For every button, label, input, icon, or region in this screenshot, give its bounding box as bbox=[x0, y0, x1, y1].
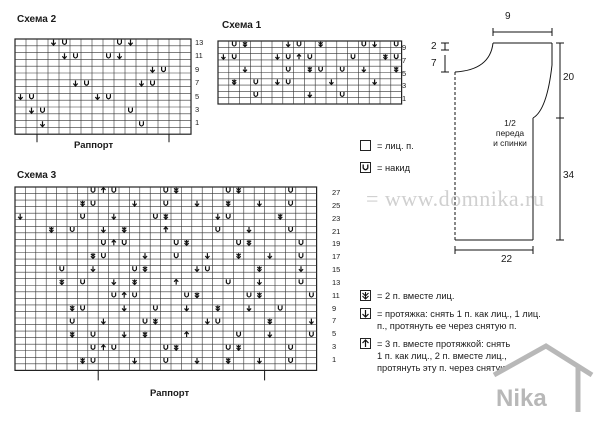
legend-text: = 3 п. вместе протяжкой: снять 1 п. как лиц., 2 п. вместе лиц., протянуть эту п. через снятую bbox=[377, 339, 511, 373]
double-decrease-icon bbox=[185, 332, 189, 337]
k2tog-icon bbox=[394, 67, 398, 72]
ssk-icon bbox=[247, 306, 251, 311]
k2tog-icon bbox=[308, 67, 312, 72]
ssk-icon bbox=[373, 42, 377, 47]
ssk-icon bbox=[373, 79, 377, 84]
ssk-icon bbox=[112, 214, 116, 219]
yarn-over-icon bbox=[151, 80, 155, 85]
k2tog-icon bbox=[257, 292, 261, 297]
row-number: 21 bbox=[332, 226, 341, 236]
row-number: 19 bbox=[332, 239, 341, 249]
k2tog-icon bbox=[268, 319, 272, 324]
yarn-over-icon bbox=[154, 306, 158, 311]
yarn-over-icon bbox=[70, 319, 74, 324]
yarn-over-icon bbox=[394, 42, 398, 46]
ssk-icon bbox=[122, 306, 126, 311]
yarn-over-icon bbox=[112, 188, 116, 193]
double-decrease-icon bbox=[164, 227, 168, 232]
ssk-icon bbox=[247, 227, 251, 232]
ssk-icon bbox=[18, 94, 22, 99]
ssk-icon bbox=[73, 80, 77, 85]
row-number: 3 bbox=[402, 81, 407, 91]
yarn-over-icon bbox=[226, 345, 230, 350]
ssk-icon bbox=[101, 319, 105, 324]
yarn-over-icon bbox=[102, 253, 106, 258]
k2tog-icon bbox=[49, 227, 53, 232]
yarn-over-icon bbox=[164, 358, 168, 363]
row-number: 15 bbox=[332, 265, 341, 275]
legend-item bbox=[360, 308, 541, 332]
yarn-over-icon bbox=[360, 162, 371, 173]
yarn-over-icon bbox=[299, 279, 303, 284]
k2tog-icon bbox=[237, 188, 241, 193]
row-number: 25 bbox=[332, 200, 341, 210]
yarn-over-icon bbox=[310, 292, 314, 297]
yarn-over-icon bbox=[112, 345, 116, 350]
k2tog-icon bbox=[174, 188, 178, 193]
row-number: 13 bbox=[332, 277, 341, 287]
yarn-over-icon bbox=[118, 40, 122, 45]
yarn-over-icon bbox=[185, 292, 189, 297]
ssk-icon bbox=[275, 54, 279, 59]
k2tog-icon bbox=[278, 214, 282, 219]
ssk-icon bbox=[299, 266, 303, 271]
ssk-icon bbox=[133, 201, 137, 206]
row-number: 11 bbox=[332, 290, 340, 300]
k2tog-icon bbox=[91, 253, 95, 258]
yarn-over-icon bbox=[107, 53, 111, 58]
ssk-icon bbox=[62, 53, 66, 58]
yarn-over-icon bbox=[340, 92, 344, 96]
double-decrease-icon bbox=[297, 54, 301, 59]
legend-text: = 2 п. вместе лиц. bbox=[377, 291, 455, 301]
yarn-over-icon bbox=[226, 188, 230, 193]
yarn-over-icon bbox=[226, 279, 230, 284]
ssk-icon bbox=[117, 53, 121, 58]
legend-item bbox=[360, 162, 414, 174]
ssk-icon bbox=[257, 358, 261, 363]
yarn-over-icon bbox=[81, 279, 85, 284]
ssk-icon bbox=[112, 279, 116, 284]
dim-neck-depth: 7 bbox=[431, 58, 437, 69]
row-number: 5 bbox=[332, 329, 337, 339]
ssk-icon bbox=[195, 358, 199, 363]
row-number: 3 bbox=[332, 342, 337, 352]
legend-item bbox=[360, 290, 541, 302]
ssk-icon bbox=[185, 306, 189, 311]
k2tog-icon bbox=[81, 201, 85, 206]
yarn-over-icon bbox=[310, 332, 314, 337]
ssk-icon bbox=[268, 253, 272, 258]
yarn-over-icon bbox=[226, 214, 230, 219]
yarn-over-icon bbox=[143, 319, 147, 324]
ssk-icon bbox=[29, 108, 33, 113]
scheme2-grid bbox=[15, 39, 191, 142]
watermark: = www.domnika.ru bbox=[366, 186, 545, 211]
yarn-over-icon bbox=[140, 121, 144, 126]
legend-top bbox=[360, 140, 414, 174]
double-decrease-icon bbox=[122, 292, 126, 297]
yarn-over-icon bbox=[81, 214, 85, 219]
k2tog-icon bbox=[122, 227, 126, 232]
scheme3-rapport-label: Раппорт bbox=[150, 388, 190, 399]
k2tog-icon bbox=[70, 332, 74, 337]
ssk-icon bbox=[122, 332, 126, 337]
dim-armhole: 20 bbox=[563, 72, 575, 83]
yarn-over-icon bbox=[102, 240, 106, 245]
yarn-over-icon bbox=[91, 332, 95, 337]
yarn-over-icon bbox=[206, 266, 210, 271]
yarn-over-icon bbox=[232, 42, 236, 46]
ssk-icon bbox=[143, 253, 147, 258]
yarn-over-icon bbox=[133, 292, 137, 297]
row-number: 1 bbox=[332, 354, 337, 364]
yarn-over-icon bbox=[299, 253, 303, 258]
k2tog-icon bbox=[232, 79, 236, 84]
ssk-icon bbox=[205, 319, 209, 324]
pattern-caption: 1/2 переда и спинки bbox=[493, 118, 527, 148]
row-number: 9 bbox=[195, 64, 200, 74]
yarn-over-icon bbox=[340, 67, 344, 71]
yarn-over-icon bbox=[60, 266, 64, 271]
k2tog-icon bbox=[81, 358, 85, 363]
row-number: 7 bbox=[402, 55, 407, 65]
ssk-icon bbox=[362, 67, 366, 72]
row-number: 7 bbox=[195, 78, 200, 88]
k2tog-icon bbox=[247, 240, 251, 245]
k2tog-icon bbox=[70, 306, 74, 311]
yarn-over-icon bbox=[289, 358, 293, 363]
yarn-over-icon bbox=[154, 214, 158, 219]
ssk-icon bbox=[139, 80, 143, 85]
yarn-over-icon bbox=[81, 306, 85, 311]
double-decrease-icon bbox=[101, 345, 105, 350]
yarn-over-icon bbox=[85, 80, 89, 85]
k2tog-icon bbox=[133, 279, 137, 284]
yarn-over-icon bbox=[237, 240, 241, 245]
yarn-over-icon bbox=[286, 54, 290, 58]
k2tog-icon bbox=[237, 345, 241, 350]
yarn-over-icon bbox=[216, 319, 220, 324]
row-number: 1 bbox=[402, 94, 407, 104]
yarn-over-icon bbox=[278, 306, 282, 311]
k2tog-icon bbox=[164, 214, 168, 219]
yarn-over-icon bbox=[164, 188, 168, 193]
yarn-over-icon bbox=[91, 201, 95, 206]
scheme1-symbols bbox=[221, 42, 398, 97]
ssk-icon bbox=[150, 67, 154, 72]
legend-item bbox=[360, 140, 414, 152]
yarn-over-icon bbox=[394, 54, 398, 58]
k2tog-icon bbox=[226, 201, 230, 206]
dim-neck-left: 2 bbox=[431, 41, 437, 52]
yarn-over-icon bbox=[289, 227, 293, 232]
k2tog-icon bbox=[319, 42, 323, 47]
ssk-icon bbox=[91, 266, 95, 271]
yarn-over-icon bbox=[237, 332, 241, 337]
k2tog-icon bbox=[195, 292, 199, 297]
yarn-over-icon bbox=[289, 345, 293, 350]
yarn-over-icon bbox=[351, 54, 355, 58]
ssk-icon bbox=[329, 79, 333, 84]
k2tog-icon bbox=[383, 54, 387, 59]
ssk-icon bbox=[133, 358, 137, 363]
nika-logo-text: Nika bbox=[496, 385, 547, 412]
blank-icon bbox=[360, 140, 371, 151]
yarn-over-icon bbox=[129, 108, 133, 113]
k2tog-icon bbox=[174, 345, 178, 350]
yarn-over-icon bbox=[164, 201, 168, 206]
yarn-over-icon bbox=[286, 79, 290, 83]
ssk-icon bbox=[18, 214, 22, 219]
row-number: 1 bbox=[195, 118, 200, 128]
row-number: 13 bbox=[195, 38, 204, 47]
ssk-icon bbox=[308, 92, 312, 97]
legend-text: = лиц. п. bbox=[377, 141, 414, 151]
ssk-icon bbox=[360, 308, 371, 319]
ssk-icon bbox=[275, 79, 279, 84]
double-decrease-icon bbox=[101, 188, 105, 193]
k2tog-icon bbox=[185, 240, 189, 245]
yarn-over-icon bbox=[174, 240, 178, 245]
dim-top: 9 bbox=[505, 11, 511, 22]
yarn-over-icon bbox=[63, 40, 67, 45]
yarn-over-icon bbox=[91, 358, 95, 363]
yarn-over-icon bbox=[299, 240, 303, 245]
k2tog-icon bbox=[360, 290, 371, 301]
ssk-icon bbox=[268, 332, 272, 337]
k2tog-icon bbox=[216, 306, 220, 311]
ssk-icon bbox=[128, 40, 132, 45]
scheme3-title: Схема 3 bbox=[17, 170, 57, 181]
k2tog-icon bbox=[243, 42, 247, 47]
ssk-icon bbox=[40, 121, 44, 126]
yarn-over-icon bbox=[308, 54, 312, 58]
scheme1-title: Схема 1 bbox=[222, 20, 262, 31]
yarn-over-icon bbox=[174, 253, 178, 258]
yarn-over-icon bbox=[247, 292, 251, 297]
yarn-over-icon bbox=[112, 292, 116, 297]
double-decrease-icon bbox=[360, 338, 371, 349]
legend-text: = протяжка: снять 1 п. как лиц., 1 лиц. п., протянуть ее через снятую п. bbox=[377, 309, 541, 331]
scheme2-chart bbox=[10, 36, 220, 186]
ssk-icon bbox=[205, 253, 209, 258]
ssk-icon bbox=[286, 42, 290, 47]
yarn-over-icon bbox=[91, 188, 95, 193]
k2tog-icon bbox=[257, 266, 261, 271]
legend-text: = накид bbox=[377, 163, 411, 173]
row-number: 7 bbox=[332, 316, 337, 326]
yarn-over-icon bbox=[289, 188, 293, 193]
k2tog-icon bbox=[143, 266, 147, 271]
scheme1-row-numbers bbox=[402, 43, 406, 103]
k2tog-icon bbox=[60, 279, 64, 284]
ssk-icon bbox=[51, 40, 55, 45]
ssk-icon bbox=[216, 214, 220, 219]
scheme2-title: Схема 2 bbox=[17, 14, 57, 25]
yarn-over-icon bbox=[41, 108, 45, 113]
ssk-icon bbox=[195, 266, 199, 271]
k2tog-icon bbox=[226, 358, 230, 363]
yarn-over-icon bbox=[297, 42, 301, 46]
row-number: 23 bbox=[332, 213, 341, 223]
ssk-icon bbox=[101, 227, 105, 232]
k2tog-icon bbox=[237, 253, 241, 258]
row-number: 11 bbox=[195, 51, 203, 61]
row-number: 5 bbox=[402, 68, 407, 78]
double-decrease-icon bbox=[112, 240, 116, 245]
yarn-over-icon bbox=[254, 92, 258, 96]
double-decrease-icon bbox=[174, 279, 178, 284]
ssk-icon bbox=[195, 201, 199, 206]
ssk-icon bbox=[309, 319, 313, 324]
scheme3-symbols bbox=[18, 188, 313, 364]
dim-body: 34 bbox=[563, 170, 575, 181]
yarn-over-icon bbox=[30, 94, 34, 99]
yarn-over-icon bbox=[91, 345, 95, 350]
k2tog-icon bbox=[143, 332, 147, 337]
row-number: 27 bbox=[332, 188, 341, 197]
scheme2-row-numbers bbox=[195, 38, 203, 127]
ssk-icon bbox=[257, 279, 261, 284]
yarn-over-icon bbox=[162, 67, 166, 72]
yarn-over-icon bbox=[362, 42, 366, 46]
row-number: 9 bbox=[332, 303, 337, 313]
scheme3-row-numbers bbox=[332, 188, 340, 364]
row-number: 3 bbox=[195, 104, 200, 114]
yarn-over-icon bbox=[216, 227, 220, 232]
ssk-icon bbox=[95, 94, 99, 99]
yarn-over-icon bbox=[286, 67, 290, 71]
row-number: 17 bbox=[332, 252, 341, 262]
row-number: 9 bbox=[402, 43, 407, 52]
yarn-over-icon bbox=[74, 53, 78, 58]
scheme3-chart bbox=[10, 185, 350, 395]
yarn-over-icon bbox=[122, 240, 126, 245]
scheme1-chart bbox=[215, 38, 405, 108]
yarn-over-icon bbox=[319, 67, 323, 71]
ssk-icon bbox=[221, 54, 225, 59]
row-number: 5 bbox=[195, 91, 200, 101]
ssk-icon bbox=[243, 67, 247, 72]
scheme2-rapport-label: Раппорт bbox=[74, 140, 114, 151]
yarn-over-icon bbox=[254, 79, 258, 83]
yarn-over-icon bbox=[289, 201, 293, 206]
yarn-over-icon bbox=[70, 227, 74, 232]
yarn-over-icon bbox=[133, 266, 137, 271]
dim-width: 22 bbox=[501, 254, 513, 265]
ssk-icon bbox=[257, 201, 261, 206]
yarn-over-icon bbox=[232, 54, 236, 58]
yarn-over-icon bbox=[164, 345, 168, 350]
k2tog-icon bbox=[153, 319, 157, 324]
yarn-over-icon bbox=[107, 94, 111, 99]
